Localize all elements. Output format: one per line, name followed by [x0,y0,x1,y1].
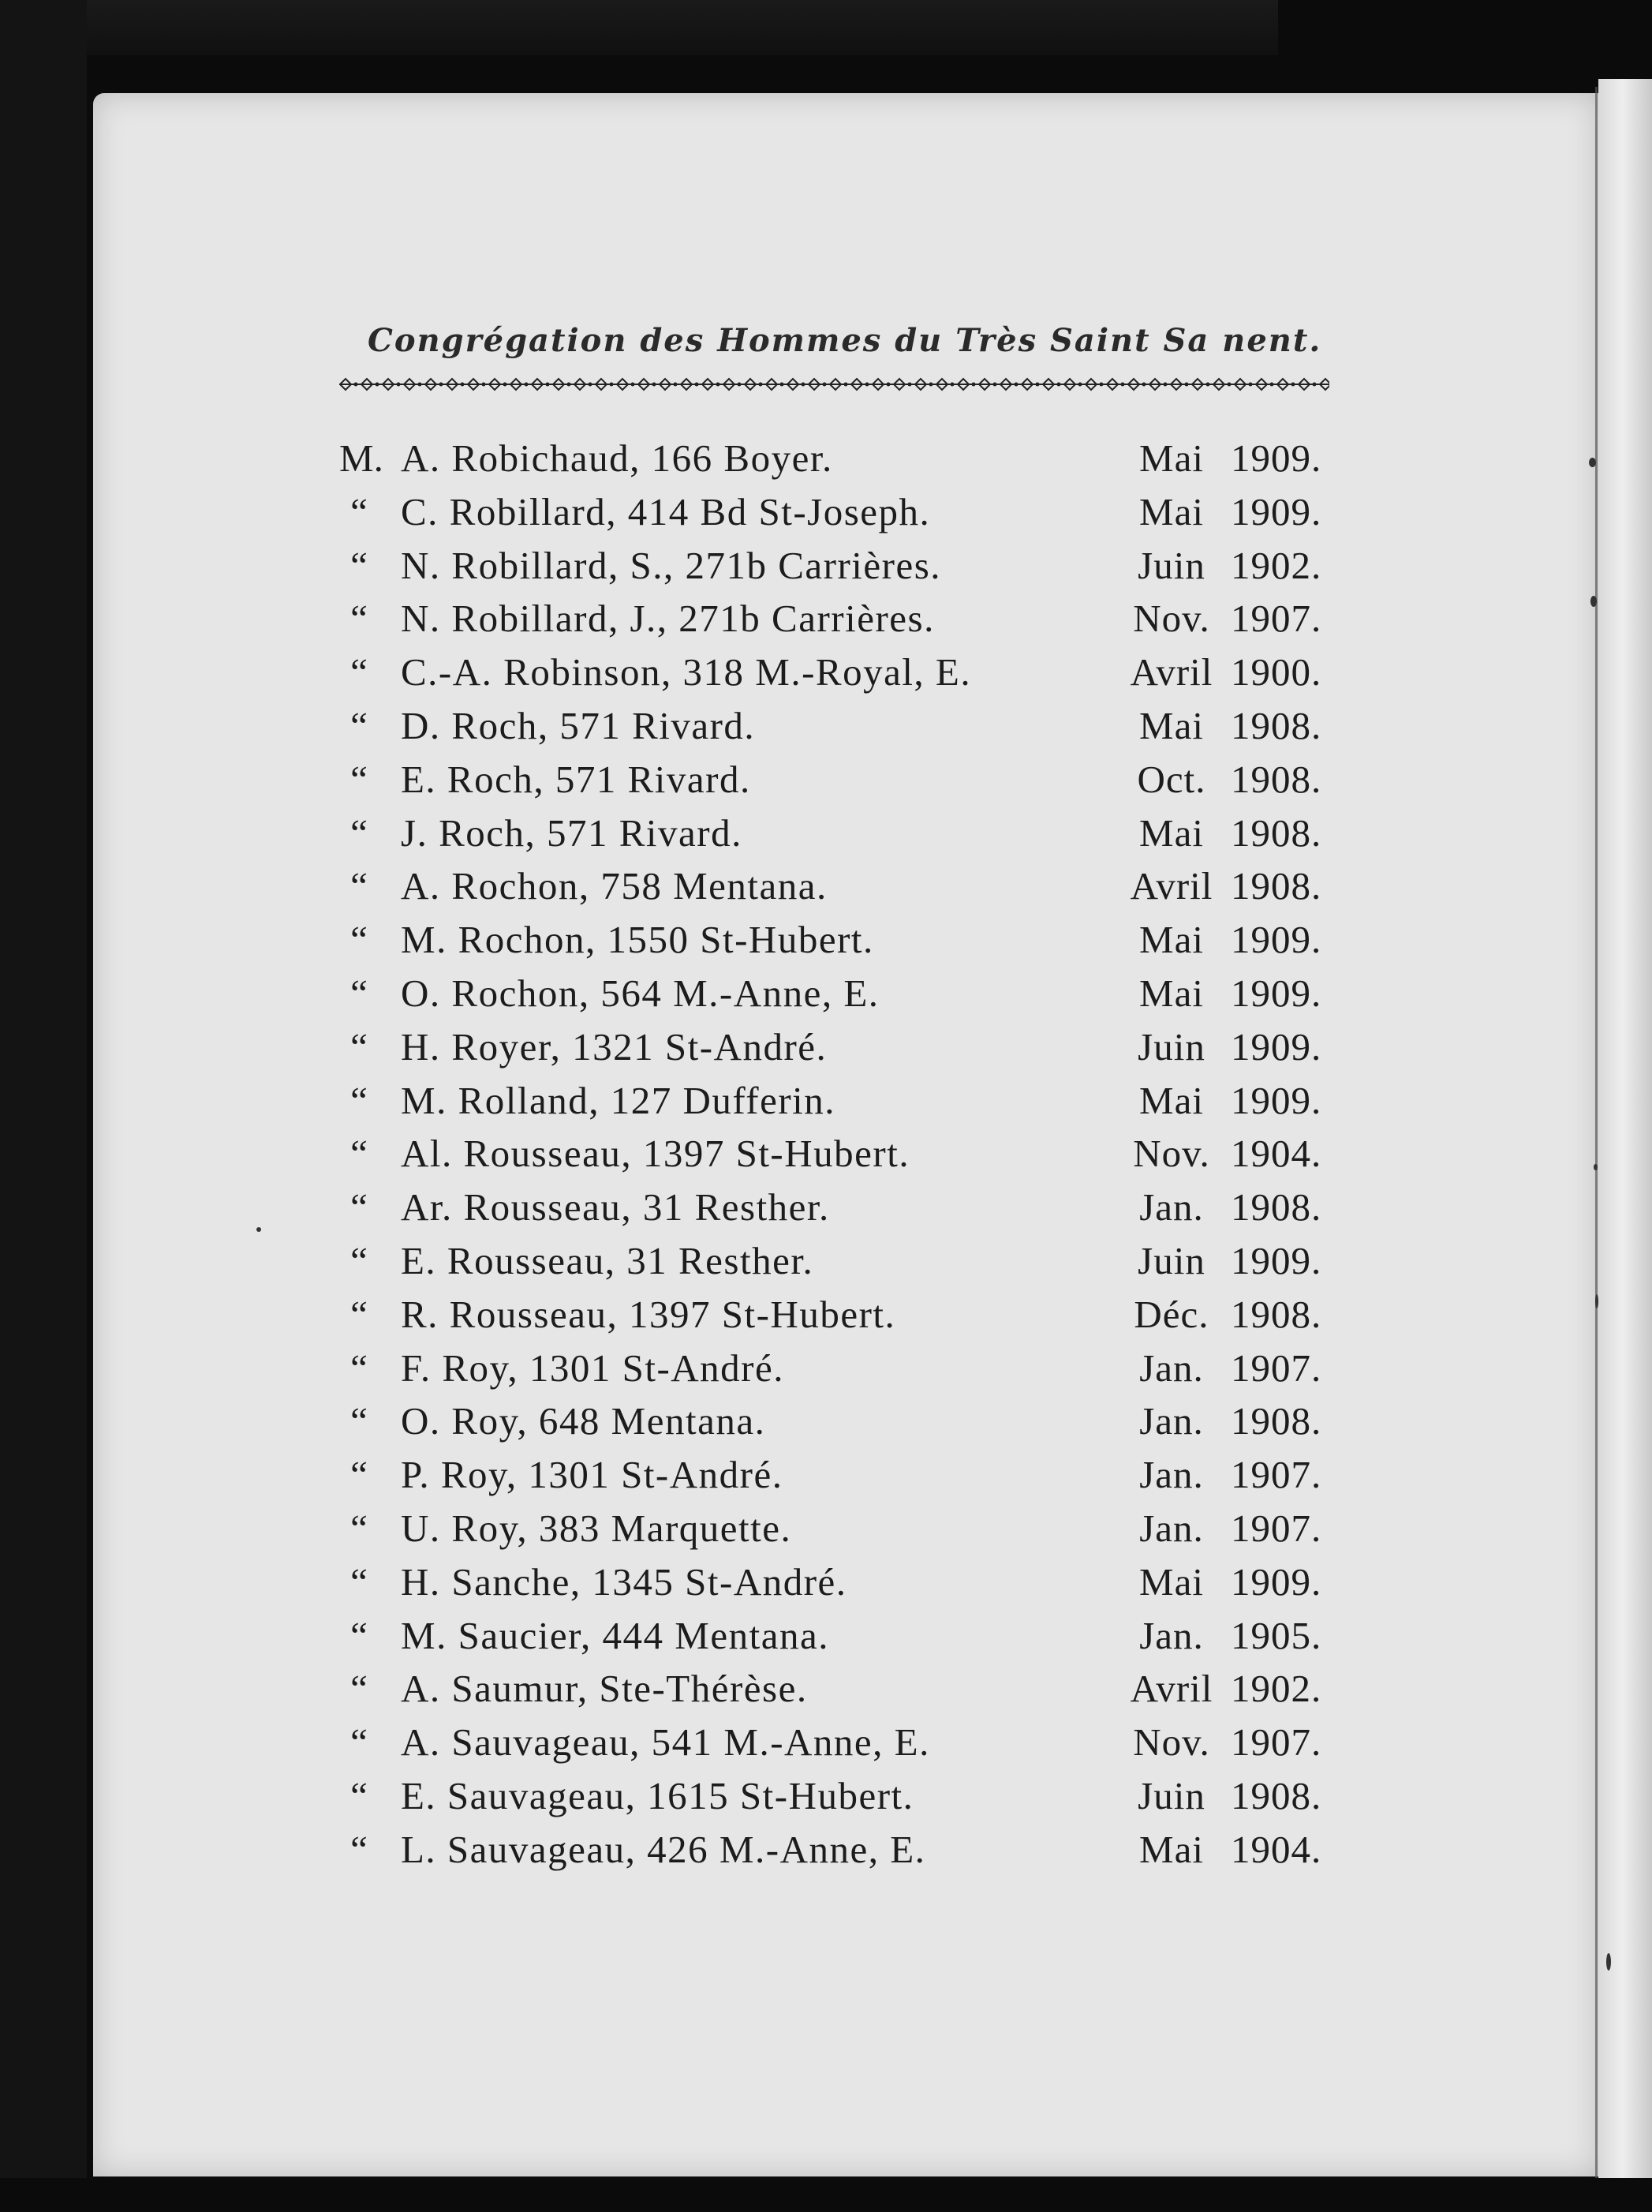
list-item [331,757,1357,810]
entry-name-address: Ar. Rousseau, 31 Resther. [401,1185,830,1230]
entry-prefix: “ [350,864,368,908]
entry-year: 1907. [1231,597,1322,641]
list-item [331,1827,1357,1881]
entry-name-address: F. Roy, 1301 St-André. [401,1346,784,1390]
entry-year: 1905. [1231,1613,1322,1657]
list-item [331,863,1357,917]
entry-year: 1909. [1231,1078,1322,1122]
list-item [331,1024,1357,1078]
list-item [331,1666,1357,1720]
entry-prefix: “ [350,1132,368,1176]
entry-year: 1908. [1231,757,1322,801]
entry-year: 1908. [1231,1773,1322,1817]
list-item [331,436,1357,489]
list-item [331,489,1357,543]
entry-prefix: “ [350,703,368,747]
member-list [331,436,1357,1881]
entry-name-address: P. Roy, 1301 St-André. [401,1453,783,1497]
list-item [331,596,1357,649]
entry-name-address: A. Sauvageau, 541 M.-Anne, E. [401,1720,930,1765]
entry-year: 1908. [1231,703,1322,747]
entry-year: 1902. [1231,543,1322,587]
entry-year: 1909. [1231,1024,1322,1069]
entry-month: Oct. [1137,757,1206,801]
entry-name-address: E. Sauvageau, 1615 St-Hubert. [401,1773,914,1817]
list-item [331,543,1357,597]
page-fold-line [1595,87,1598,2178]
entry-month: Mai [1139,436,1204,480]
entry-year: 1909. [1231,1559,1322,1604]
scan-top-border [0,0,1278,55]
entry-year: 1909. [1231,971,1322,1015]
entry-name-address: R. Rousseau, 1397 St-Hubert. [401,1292,896,1336]
entry-name-address: E. Rousseau, 31 Resther. [401,1238,814,1282]
entry-month: Mai [1139,1827,1204,1871]
list-item [331,1346,1357,1399]
entry-name-address: N. Robillard, J., 271b Carrières. [401,597,935,641]
entry-prefix: “ [350,1399,368,1443]
list-item [331,1773,1357,1827]
entry-prefix: “ [350,1238,368,1282]
entry-month: Juin [1138,1773,1205,1817]
entry-prefix: “ [350,1720,368,1765]
entry-name-address: A. Saumur, Ste-Thérèse. [401,1667,808,1711]
ornamental-rule [339,374,1329,395]
entry-year: 1904. [1231,1132,1322,1176]
list-item [331,1078,1357,1132]
entry-prefix: “ [350,810,368,855]
entry-prefix: “ [350,1024,368,1069]
entry-prefix: “ [350,971,368,1015]
entry-prefix: “ [350,1667,368,1711]
entry-year: 1908. [1231,864,1322,908]
entry-month: Nov. [1133,597,1210,641]
entry-year: 1904. [1231,1827,1322,1871]
entry-month: Nov. [1133,1132,1210,1176]
entry-name-address: M. Rolland, 127 Dufferin. [401,1078,836,1122]
entry-month: Juin [1138,543,1205,587]
entry-prefix: “ [350,1292,368,1336]
entry-month: Avril [1130,1667,1213,1711]
entry-month: Jan. [1139,1506,1204,1550]
entry-year: 1902. [1231,1667,1322,1711]
entry-prefix: “ [350,1613,368,1657]
entry-year: 1909. [1231,489,1322,533]
page-running-header: Congrégation des Hommes du Très Saint Sa nent. [368,322,1322,359]
entry-name-address: C.-A. Robinson, 318 M.-Royal, E. [401,650,972,694]
list-item [331,703,1357,757]
entry-prefix: “ [350,1506,368,1550]
entry-month: Nov. [1133,1720,1210,1765]
entry-name-address: H. Royer, 1321 St-André. [401,1024,828,1069]
entry-name-address: O. Rochon, 564 M.-Anne, E. [401,971,880,1015]
entry-month: Mai [1139,489,1204,533]
list-item [331,1506,1357,1559]
list-item [331,1398,1357,1452]
entry-year: 1908. [1231,1185,1322,1230]
entry-prefix: “ [350,597,368,641]
adjacent-page-edge [1598,79,1652,2194]
entry-name-address: Al. Rousseau, 1397 St-Hubert. [401,1132,910,1176]
margin-speck [1606,1953,1611,1971]
entry-prefix: “ [350,1346,368,1390]
entry-month: Jan. [1139,1399,1204,1443]
entry-name-address: N. Robillard, S., 271b Carrières. [401,543,942,587]
entry-month: Déc. [1134,1292,1209,1336]
entry-name-address: J. Roch, 571 Rivard. [401,810,742,855]
list-item [331,917,1357,971]
list-item [331,971,1357,1024]
margin-speck [256,1227,261,1232]
entry-year: 1909. [1231,918,1322,962]
entry-month: Mai [1139,918,1204,962]
scan-bottom-border [0,2178,1652,2212]
entry-month: Mai [1139,1078,1204,1122]
entry-prefix: “ [350,1185,368,1230]
entry-month: Mai [1139,810,1204,855]
margin-speck [1590,596,1597,607]
entry-month: Mai [1139,703,1204,747]
scan-left-border [0,0,87,2212]
list-item [331,1131,1357,1185]
entry-month: Jan. [1139,1613,1204,1657]
entry-year: 1907. [1231,1346,1322,1390]
entry-prefix: “ [350,1773,368,1817]
entry-name-address: A. Robichaud, 166 Boyer. [401,436,833,480]
entry-prefix: “ [350,1078,368,1122]
entry-month: Juin [1138,1238,1205,1282]
entry-year: 1909. [1231,1238,1322,1282]
entry-name-address: M. Rochon, 1550 St-Hubert. [401,918,874,962]
entry-name-address: C. Robillard, 414 Bd St-Joseph. [401,489,931,533]
entry-year: 1909. [1231,436,1322,480]
entry-month: Avril [1130,650,1213,694]
entry-month: Jan. [1139,1346,1204,1390]
margin-speck [1589,458,1596,467]
entry-name-address: A. Rochon, 758 Mentana. [401,864,828,908]
list-item [331,1185,1357,1238]
entry-month: Mai [1139,1559,1204,1604]
list-item [331,1238,1357,1292]
entry-prefix: “ [350,918,368,962]
entry-month: Mai [1139,971,1204,1015]
entry-name-address: U. Roy, 383 Marquette. [401,1506,792,1550]
entry-prefix: M. [339,436,383,480]
entry-year: 1908. [1231,810,1322,855]
entry-name-address: O. Roy, 648 Mentana. [401,1399,766,1443]
entry-year: 1900. [1231,650,1322,694]
entry-prefix: “ [350,1453,368,1497]
entry-prefix: “ [350,1559,368,1604]
entry-month: Avril [1130,864,1213,908]
margin-speck [1594,1164,1598,1170]
entry-year: 1908. [1231,1292,1322,1336]
list-item [331,1559,1357,1613]
entry-prefix: “ [350,1827,368,1871]
entry-prefix: “ [350,757,368,801]
entry-month: Juin [1138,1024,1205,1069]
list-item [331,1613,1357,1667]
entry-name-address: D. Roch, 571 Rivard. [401,703,756,747]
entry-name-address: E. Roch, 571 Rivard. [401,757,751,801]
entry-prefix: “ [350,543,368,587]
entry-name-address: M. Saucier, 444 Mentana. [401,1613,829,1657]
entry-prefix: “ [350,650,368,694]
entry-month: Jan. [1139,1453,1204,1497]
list-item [331,1720,1357,1773]
list-item [331,1292,1357,1346]
entry-year: 1908. [1231,1399,1322,1443]
entry-name-address: H. Sanche, 1345 St-André. [401,1559,847,1604]
list-item [331,1452,1357,1506]
entry-year: 1907. [1231,1720,1322,1765]
list-item [331,649,1357,703]
entry-year: 1907. [1231,1453,1322,1497]
entry-month: Jan. [1139,1185,1204,1230]
entry-name-address: L. Sauvageau, 426 M.-Anne, E. [401,1827,926,1871]
entry-prefix: “ [350,489,368,533]
entry-year: 1907. [1231,1506,1322,1550]
list-item [331,810,1357,864]
margin-speck [1595,1294,1598,1308]
